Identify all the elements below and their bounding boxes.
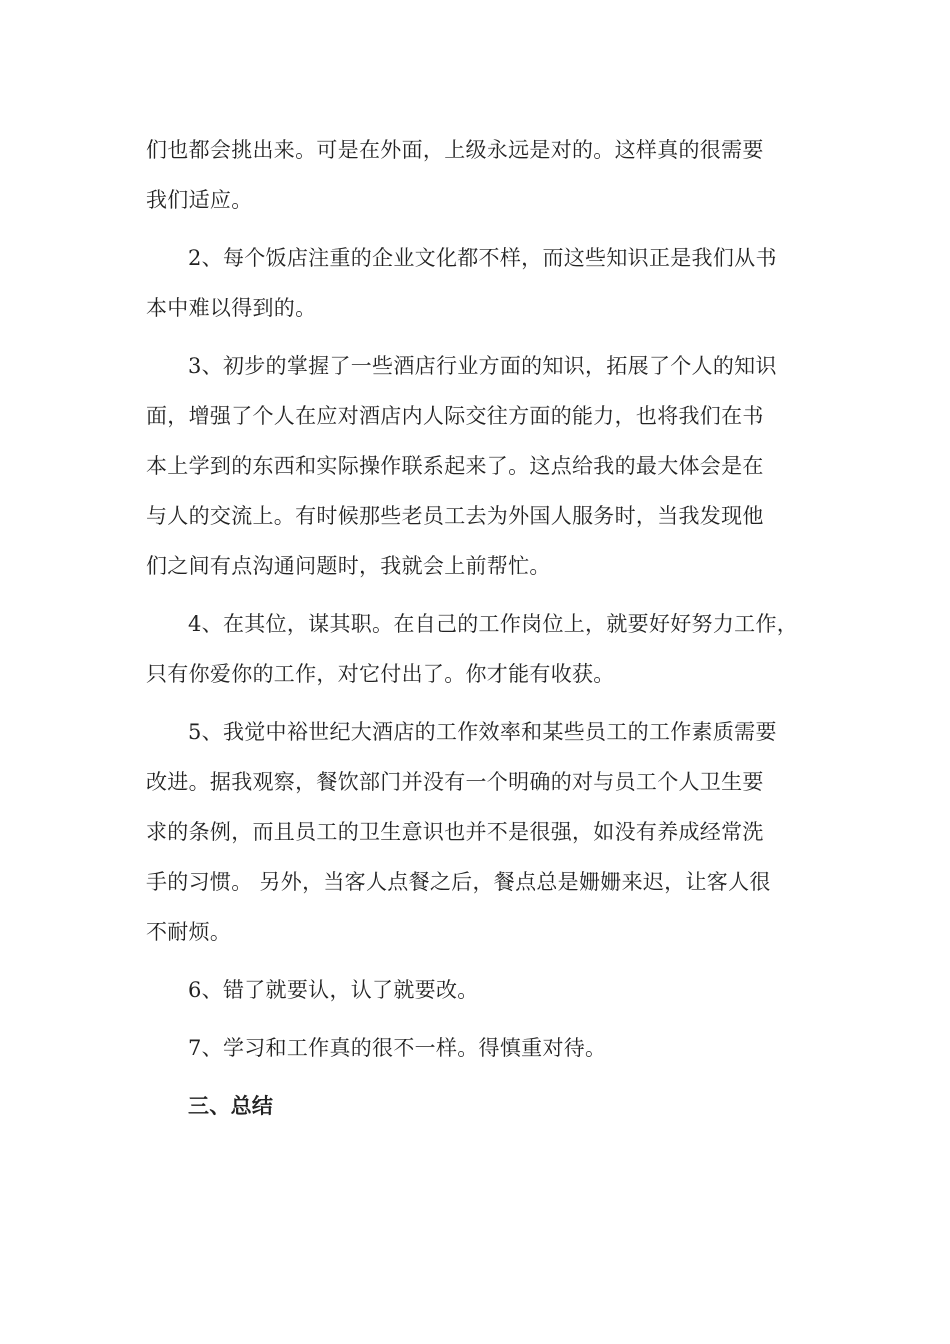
paragraph-line: 们之间有点沟通问题时，我就会上前帮忙。 — [146, 554, 551, 578]
paragraph-line: 与人的交流上。有时候那些老员工去为外国人服务时，当我发现他 — [146, 504, 764, 528]
paragraph-line: 本上学到的东西和实际操作联系起来了。这点给我的最大体会是在 — [146, 454, 764, 478]
paragraph-line: 不耐烦。 — [146, 920, 232, 944]
paragraph-line: 6、错了就要认，认了就要改。 — [188, 978, 479, 1002]
section-heading: 三、总结 — [188, 1094, 274, 1118]
paragraph-line: 求的条例，而且员工的卫生意识也并不是很强，如没有养成经常洗 — [146, 820, 764, 844]
paragraph-line: 本中难以得到的。 — [146, 296, 317, 320]
paragraph-line: 4、在其位，谋其职。在自己的工作岗位上，就要好好努力工作， — [188, 612, 799, 636]
paragraph-line: 我们适应。 — [146, 188, 253, 212]
paragraph-line: 2、每个饭店注重的企业文化都不样，而这些知识正是我们从书 — [188, 246, 777, 270]
paragraph-line: 们也都会挑出来。可是在外面，上级永远是对的。这样真的很需要 — [146, 138, 764, 162]
paragraph-line: 7、学习和工作真的很不一样。得慎重对待。 — [188, 1036, 607, 1060]
paragraph-line: 5、我觉中裕世纪大酒店的工作效率和某些员工的工作素质需要 — [188, 720, 777, 744]
paragraph-line: 改进。据我观察，餐饮部门并没有一个明确的对与员工个人卫生要 — [146, 770, 764, 794]
paragraph-line: 手的习惯。 另外，当客人点餐之后，餐点总是姗姗来迟，让客人很 — [146, 870, 771, 894]
paragraph-line: 3、初步的掌握了一些酒店行业方面的知识，拓展了个人的知识 — [188, 354, 777, 378]
paragraph-line: 面，增强了个人在应对酒店内人际交往方面的能力，也将我们在书 — [146, 404, 764, 428]
paragraph-line: 只有你爱你的工作，对它付出了。你才能有收获。 — [146, 662, 615, 686]
